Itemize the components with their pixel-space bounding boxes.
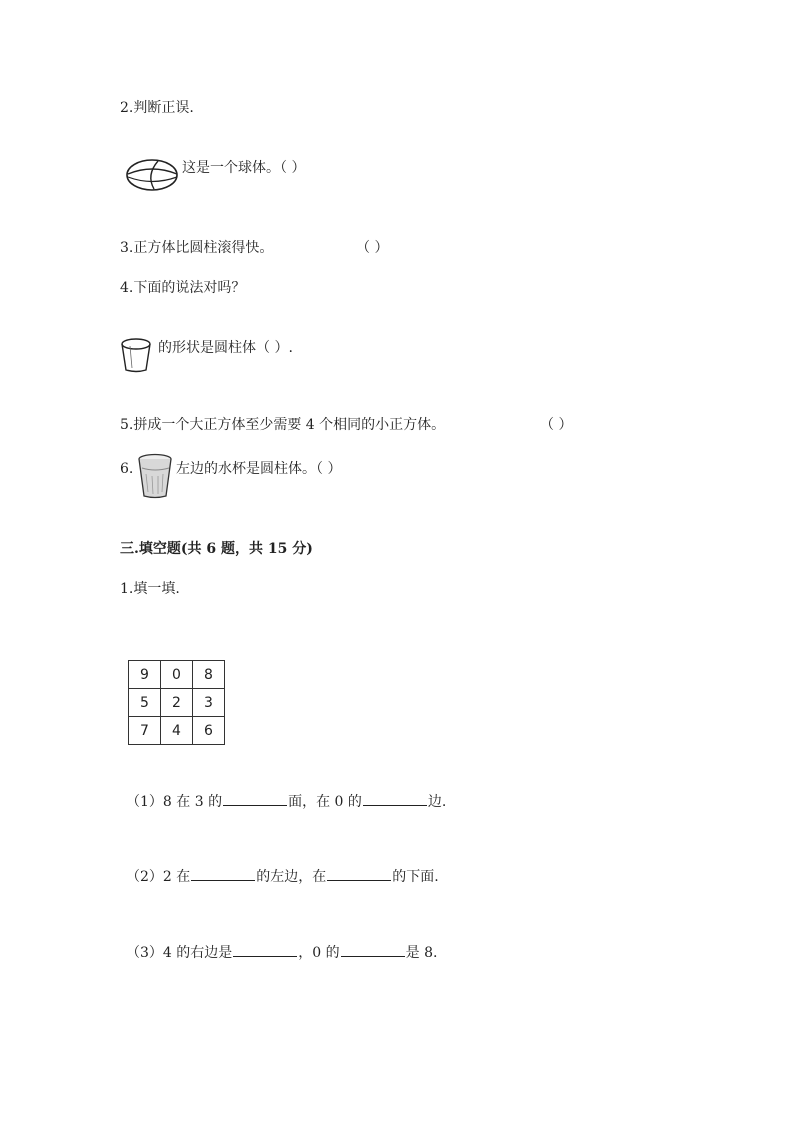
sub3-text-part2: ，0 的 <box>298 945 340 961</box>
grid-row <box>129 717 225 745</box>
ball-outline-icon <box>124 156 182 192</box>
grid-cell: 9 <box>129 661 161 689</box>
q3-statement: 3.正方体比圆柱滚得快。 <box>120 240 274 256</box>
grid-cell: 3 <box>193 689 225 717</box>
q2-ball-statement: 这是一个球体。（ ） <box>182 160 306 176</box>
sub1-text-part2: 面，在 0 的 <box>288 794 362 810</box>
sub3-text-part1: （3）4 的右边是 <box>126 945 233 961</box>
fill-1-title: 1.填一填. <box>120 581 180 597</box>
grid-cell: 6 <box>193 717 225 745</box>
grid-cell: 2 <box>161 689 193 717</box>
q3-answer-paren[interactable]: （ ） <box>356 240 389 256</box>
answer-blank[interactable] <box>327 866 391 881</box>
answer-blank[interactable] <box>341 942 405 957</box>
q5-statement: 5.拼成一个大正方体至少需要 4 个相同的小正方体。 <box>120 417 446 433</box>
q2-title: 2.判断正误. <box>120 100 194 116</box>
answer-blank[interactable] <box>223 791 287 806</box>
sub2-text-part2: 的左边，在 <box>256 869 327 885</box>
q6-statement: 左边的水杯是圆柱体。（ ） <box>176 461 342 477</box>
q6-number: 6. <box>120 461 134 477</box>
q5-answer-paren[interactable]: （ ） <box>540 417 573 433</box>
grid-cell: 8 <box>193 661 225 689</box>
sub2-text-part1: （2）2 在 <box>126 869 191 885</box>
water-glass-icon <box>136 452 176 500</box>
sub-question-1 <box>126 791 446 812</box>
q4-title: 4.下面的说法对吗？ <box>120 280 246 296</box>
sub3-text-part3: 是 8. <box>405 945 438 961</box>
q4-cup-statement: 的形状是圆柱体（ ）. <box>158 340 293 356</box>
grid-cell: 7 <box>129 717 161 745</box>
section-3-heading: 三.填空题(共 6 题，共 15 分) <box>120 541 313 557</box>
answer-blank[interactable] <box>191 866 255 881</box>
sub1-text-part1: （1）8 在 3 的 <box>126 794 223 810</box>
answer-blank[interactable] <box>363 791 427 806</box>
grid-row <box>129 689 225 717</box>
grid-row <box>129 661 225 689</box>
sub-question-2 <box>126 866 439 887</box>
cup-outline-icon <box>118 336 158 374</box>
sub-question-3 <box>126 942 437 963</box>
sub1-text-part3: 边. <box>427 794 447 810</box>
number-grid <box>128 660 225 745</box>
sub2-text-part3: 的下面. <box>392 869 439 885</box>
grid-cell: 4 <box>161 717 193 745</box>
answer-blank[interactable] <box>233 942 297 957</box>
grid-cell: 0 <box>161 661 193 689</box>
grid-cell: 5 <box>129 689 161 717</box>
